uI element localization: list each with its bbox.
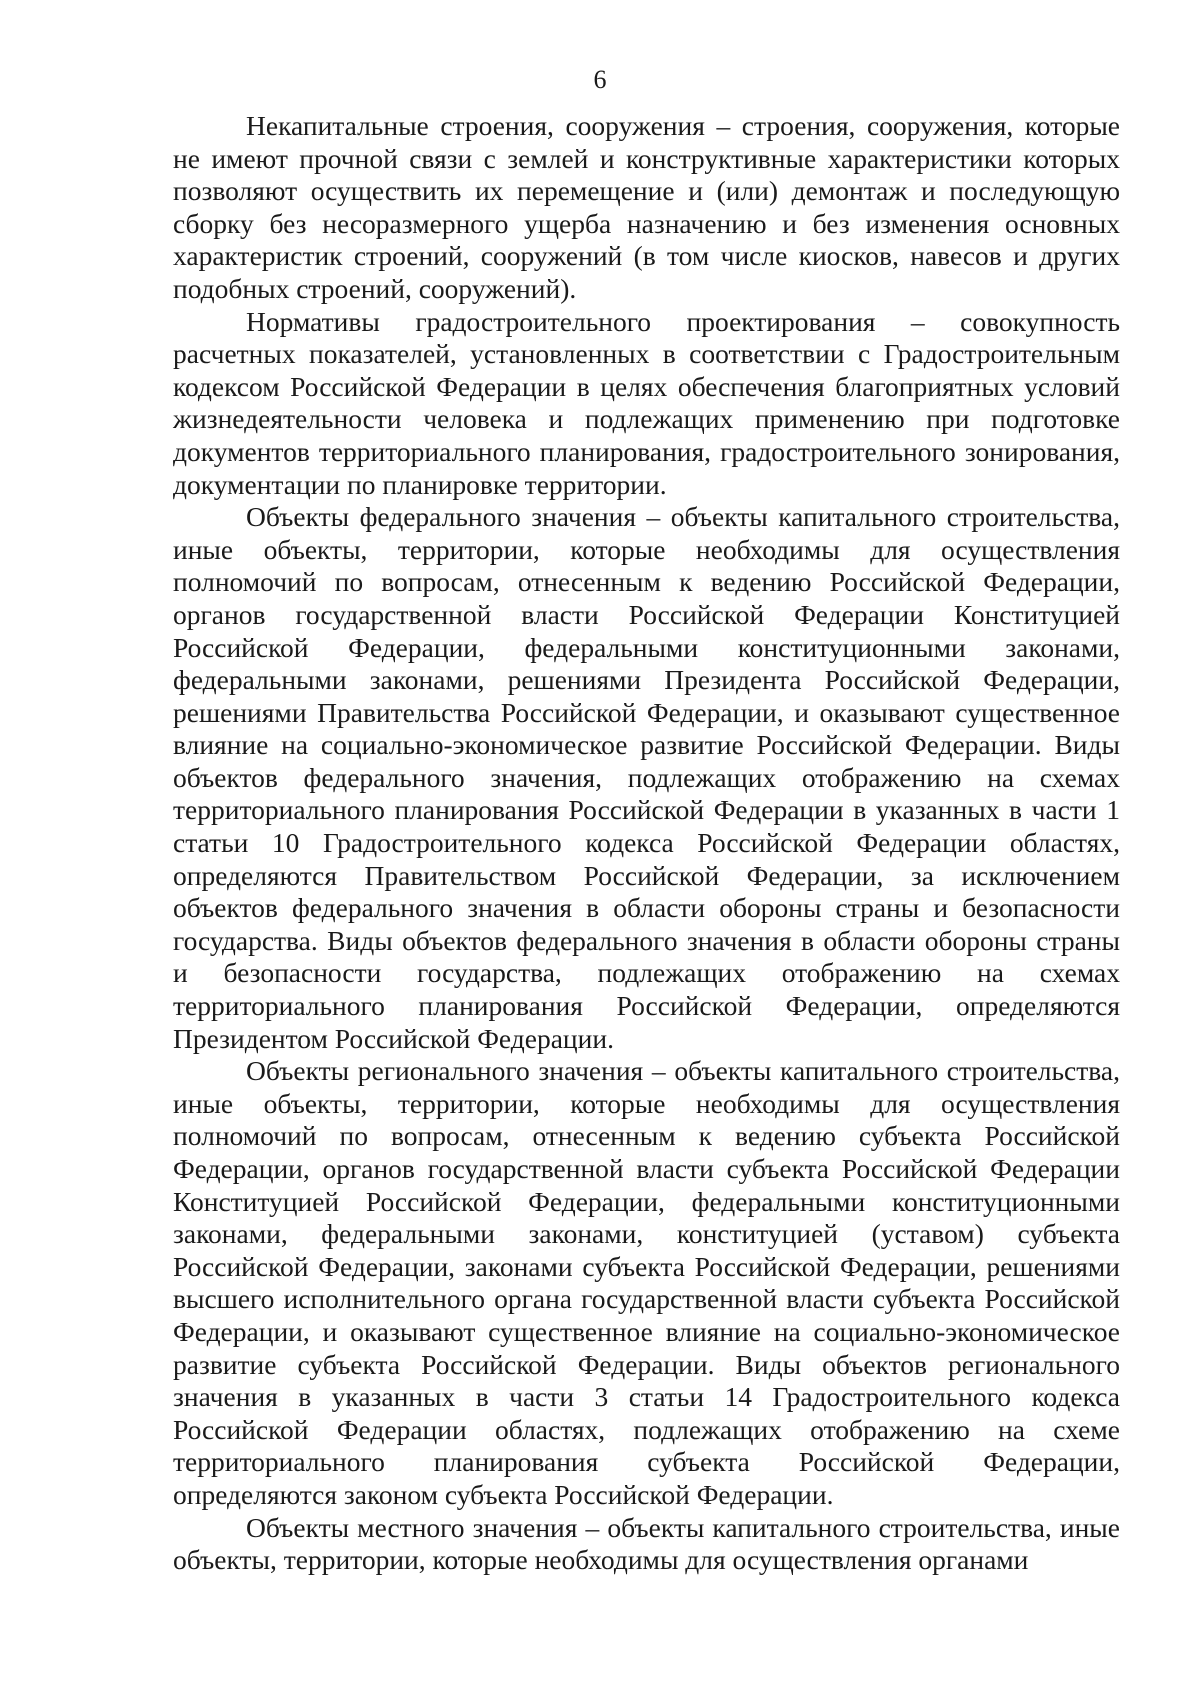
document-body (173, 110, 1120, 1577)
paragraph-regional-objects: Объекты регионального значения – объекты капитального строительства, иные объекты, территории, которые необходимы для осуществления полномочий по вопросам, отнесенным к ведению субъекта Российской Федерации, органов государственной власти субъекта Российской Федерации Конституцией Российской Федерации, федеральными конституционными законами, федеральными законами, конституцией (уставом) субъекта Российской Федерации, законами субъекта Российской Федерации, решениями высшего исполнительного органа государственной власти субъекта Российской Федерации, и оказывают существенное влияние на социально-экономическое развитие субъекта Российской Федерации. Виды объектов регионального значения в указанных в части 3 статьи 14 Градостроительного кодекса Российской Федерации областях, подлежащих отображению на схеме территориального планирования субъекта Российской Федерации, определяются законом субъекта Российской Федерации. (173, 1055, 1120, 1510)
paragraph-federal-objects: Объекты федерального значения – объекты капитального строительства, иные объекты, территории, которые необходимы для осуществления полномочий по вопросам, отнесенным к ведению Российской Федерации, органов государственной власти Российской Федерации Конституцией Российской Федерации, федеральными конституционными законами, федеральными законами, решениями Президента Российской Федерации, решениями Правительства Российской Федерации, и оказывают существенное влияние на социально-экономическое развитие Российской Федерации. Виды объектов федерального значения, подлежащих отображению на схемах территориального планирования Российской Федерации в указанных в части 1 статьи 10 Градостроительного кодекса Российской Федерации областях, определяются Правительством Российской Федерации, за исключением объектов федерального значения в области обороны страны и безопасности государства. Виды объектов федерального значения в области обороны страны и безопасности государства, подлежащих отображению на схемах территориального планирования Российской Федерации, определяются Президентом Российской Федерации. (173, 501, 1120, 1054)
paragraph-local-objects: Объекты местного значения – объекты капитального строительства, иные объекты, территории, которые необходимы для осуществления органами (173, 1511, 1120, 1576)
paragraph-non-capital-structures: Некапитальные строения, сооружения – строения, сооружения, которые не имеют прочной связи с землей и конструктивные характеристики которых позволяют осуществить их перемещение и (или) демонтаж и последующую сборку без несоразмерного ущерба назначению и без изменения основных характеристик строений, сооружений (в том числе киосков, навесов и других подобных строений, сооружений). (173, 110, 1120, 304)
paragraph-urban-planning-standards: Нормативы градостроительного проектирования – совокупность расчетных показателей, установленных в соответствии с Градостроительным кодексом Российской Федерации в целях обеспечения благоприятных условий жизнедеятельности человека и подлежащих применению при подготовке документов территориального планирования, градостроительного зонирования, документации по планировке территории. (173, 305, 1120, 500)
page-number: 6 (593, 65, 607, 94)
